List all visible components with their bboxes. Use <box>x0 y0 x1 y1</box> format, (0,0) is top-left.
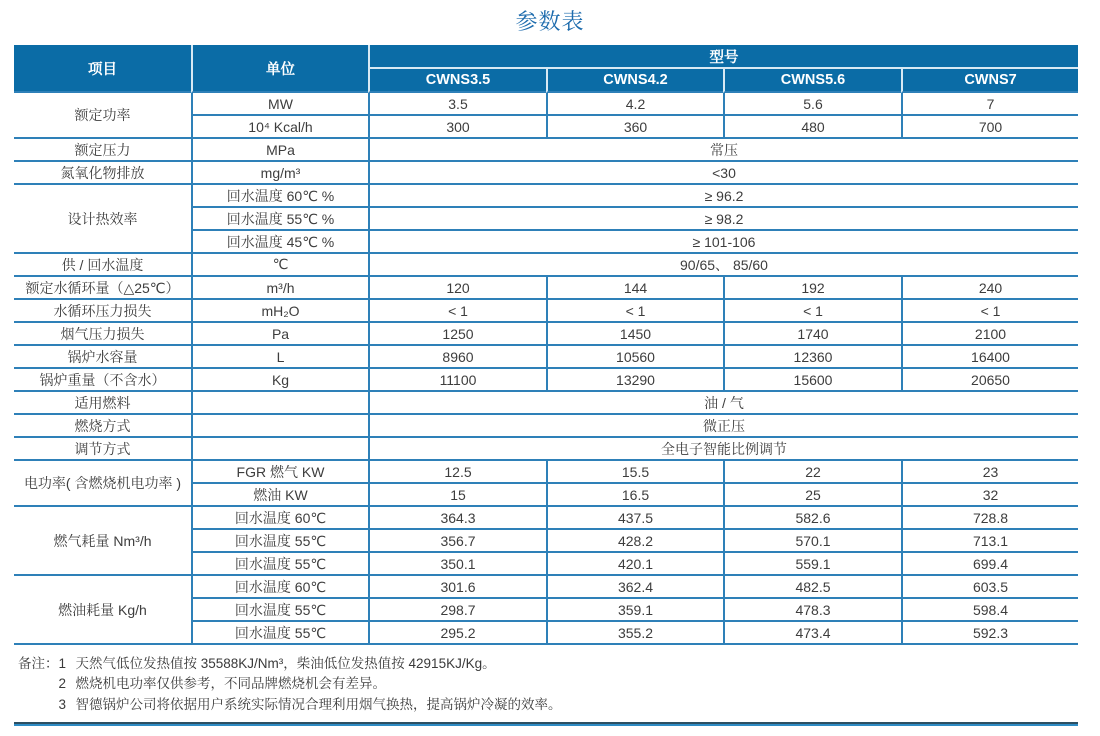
value-cell: 7 <box>901 93 1078 116</box>
span-value-cell: 微正压 <box>368 415 1078 438</box>
parameters-table-body <box>14 93 1078 645</box>
span-value-cell: 油 / 气 <box>368 392 1078 415</box>
header-item: 项目 <box>14 45 191 93</box>
value-cell: 4.2 <box>546 93 723 116</box>
note-line <box>59 654 562 674</box>
table-row <box>14 346 1078 369</box>
item-cell: 适用燃料 <box>14 392 191 415</box>
unit-cell <box>191 392 368 415</box>
table-row <box>14 461 1078 484</box>
value-cell: 1250 <box>368 323 546 346</box>
value-cell: 713.1 <box>901 530 1078 553</box>
item-cell: 调节方式 <box>14 438 191 461</box>
value-cell: 592.3 <box>901 622 1078 645</box>
item-cell: 额定压力 <box>14 139 191 162</box>
table-row <box>14 369 1078 392</box>
unit-cell: 回水温度 60℃ % <box>191 185 368 208</box>
table-row <box>14 323 1078 346</box>
unit-cell: Pa <box>191 323 368 346</box>
value-cell: 420.1 <box>546 553 723 576</box>
table-row <box>14 254 1078 277</box>
value-cell: 570.1 <box>723 530 901 553</box>
value-cell: 1740 <box>723 323 901 346</box>
span-value-cell: 常压 <box>368 139 1078 162</box>
value-cell: 699.4 <box>901 553 1078 576</box>
value-cell: 355.2 <box>546 622 723 645</box>
table-row <box>14 438 1078 461</box>
table-row <box>14 93 1078 116</box>
value-cell: 20650 <box>901 369 1078 392</box>
value-cell: 13290 <box>546 369 723 392</box>
value-cell: 356.7 <box>368 530 546 553</box>
value-cell: 22 <box>723 461 901 484</box>
notes-list <box>59 654 562 715</box>
item-cell: 锅炉水容量 <box>14 346 191 369</box>
value-cell: 10560 <box>546 346 723 369</box>
table-row <box>14 185 1078 208</box>
value-cell: < 1 <box>723 300 901 323</box>
table-row <box>14 139 1078 162</box>
unit-cell: Kg <box>191 369 368 392</box>
item-cell: 烟气压力损失 <box>14 323 191 346</box>
value-cell: 1450 <box>546 323 723 346</box>
note-text: 燃烧机电功率仅供参考，不同品牌燃烧机会有差异。 <box>75 676 386 692</box>
unit-cell: L <box>191 346 368 369</box>
value-cell: 300 <box>368 116 546 139</box>
span-value-cell: 全电子智能比例调节 <box>368 438 1078 461</box>
value-cell: < 1 <box>901 300 1078 323</box>
value-cell: 15 <box>368 484 546 507</box>
value-cell: 359.1 <box>546 599 723 622</box>
header-model-name: CWNS7 <box>901 69 1078 93</box>
value-cell: 240 <box>901 277 1078 300</box>
footer-rule-light <box>14 724 1078 726</box>
item-cell: 燃油耗量 Kg/h <box>14 576 191 645</box>
header-row-top <box>14 45 1078 69</box>
value-cell: 582.6 <box>723 507 901 530</box>
table-row <box>14 576 1078 599</box>
item-cell: 水循环压力损失 <box>14 300 191 323</box>
value-cell: 16.5 <box>546 484 723 507</box>
table-row <box>14 392 1078 415</box>
table-row <box>14 277 1078 300</box>
span-value-cell: ≥ 98.2 <box>368 208 1078 231</box>
unit-cell: 燃油 KW <box>191 484 368 507</box>
value-cell: 3.5 <box>368 93 546 116</box>
header-model-name: CWNS4.2 <box>546 69 723 93</box>
value-cell: 482.5 <box>723 576 901 599</box>
value-cell: 25 <box>723 484 901 507</box>
value-cell: 428.2 <box>546 530 723 553</box>
value-cell: 295.2 <box>368 622 546 645</box>
unit-cell: 回水温度 55℃ % <box>191 208 368 231</box>
value-cell: 362.4 <box>546 576 723 599</box>
table-row <box>14 300 1078 323</box>
unit-cell: 回水温度 55℃ <box>191 530 368 553</box>
unit-cell: 回水温度 55℃ <box>191 622 368 645</box>
span-value-cell: ≥ 101-106 <box>368 231 1078 254</box>
header-unit: 单位 <box>191 45 368 93</box>
span-value-cell: 90/65、 85/60 <box>368 254 1078 277</box>
value-cell: 350.1 <box>368 553 546 576</box>
value-cell: 298.7 <box>368 599 546 622</box>
footer-rule <box>14 722 1078 726</box>
item-cell: 额定水循环量（△25℃） <box>14 277 191 300</box>
unit-cell: mg/m³ <box>191 162 368 185</box>
unit-cell: MPa <box>191 139 368 162</box>
value-cell: 478.3 <box>723 599 901 622</box>
unit-cell: MW <box>191 93 368 116</box>
note-text: 天然气低位发热值按 35588KJ/Nm³，柴油低位发热值按 42915KJ/Kg。 <box>75 656 496 671</box>
value-cell: 473.4 <box>723 622 901 645</box>
span-value-cell: ≥ 96.2 <box>368 185 1078 208</box>
value-cell: 8960 <box>368 346 546 369</box>
unit-cell: 回水温度 60℃ <box>191 576 368 599</box>
header-model-name: CWNS3.5 <box>368 69 546 93</box>
value-cell: 192 <box>723 277 901 300</box>
unit-cell <box>191 415 368 438</box>
unit-cell: m³/h <box>191 277 368 300</box>
value-cell: 5.6 <box>723 93 901 116</box>
unit-cell: 回水温度 55℃ <box>191 599 368 622</box>
unit-cell: FGR 燃气 KW <box>191 461 368 484</box>
value-cell: 15.5 <box>546 461 723 484</box>
parameters-table <box>14 45 1078 645</box>
table-row <box>14 507 1078 530</box>
value-cell: 728.8 <box>901 507 1078 530</box>
value-cell: 144 <box>546 277 723 300</box>
value-cell: 603.5 <box>901 576 1078 599</box>
item-cell: 供 / 回水温度 <box>14 254 191 277</box>
unit-cell <box>191 438 368 461</box>
value-cell: 700 <box>901 116 1078 139</box>
item-cell: 燃烧方式 <box>14 415 191 438</box>
item-cell: 电功率( 含燃烧机电功率 ) <box>14 461 191 507</box>
note-number: 3 <box>58 696 67 712</box>
unit-cell: 回水温度 45℃ % <box>191 231 368 254</box>
item-cell: 氮氧化物排放 <box>14 162 191 185</box>
value-cell: < 1 <box>368 300 546 323</box>
note-text: 智德锅炉公司将依据用户系统实际情况合理利用烟气换热，提高锅炉冷凝的效率。 <box>75 696 562 712</box>
item-cell: 燃气耗量 Nm³/h <box>14 507 191 576</box>
unit-cell: 回水温度 60℃ <box>191 507 368 530</box>
value-cell: 480 <box>723 116 901 139</box>
value-cell: 120 <box>368 277 546 300</box>
value-cell: < 1 <box>546 300 723 323</box>
unit-cell: mH₂O <box>191 300 368 323</box>
notes <box>18 654 1100 715</box>
value-cell: 11100 <box>368 369 546 392</box>
table-row <box>14 415 1078 438</box>
value-cell: 360 <box>546 116 723 139</box>
span-value-cell: <30 <box>368 162 1078 185</box>
header-model-name: CWNS5.6 <box>723 69 901 93</box>
value-cell: 12.5 <box>368 461 546 484</box>
value-cell: 364.3 <box>368 507 546 530</box>
unit-cell: 回水温度 55℃ <box>191 553 368 576</box>
value-cell: 15600 <box>723 369 901 392</box>
unit-cell: ℃ <box>191 254 368 277</box>
notes-label: 备注： <box>18 656 59 671</box>
value-cell: 437.5 <box>546 507 723 530</box>
table-row <box>14 162 1078 185</box>
note-number: 2 <box>58 676 67 692</box>
note-line <box>59 674 562 694</box>
item-cell: 锅炉重量（不含水） <box>14 369 191 392</box>
item-cell: 额定功率 <box>14 93 191 139</box>
value-cell: 598.4 <box>901 599 1078 622</box>
header-model: 型号 <box>368 45 1078 69</box>
table-header <box>14 45 1078 93</box>
value-cell: 16400 <box>901 346 1078 369</box>
note-line <box>59 695 562 715</box>
value-cell: 559.1 <box>723 553 901 576</box>
value-cell: 301.6 <box>368 576 546 599</box>
note-number: 1 <box>58 656 67 671</box>
value-cell: 12360 <box>723 346 901 369</box>
value-cell: 2100 <box>901 323 1078 346</box>
page-title: 参数表 <box>515 9 585 34</box>
value-cell: 32 <box>901 484 1078 507</box>
item-cell: 设计热效率 <box>14 185 191 254</box>
unit-cell: 10⁴ Kcal/h <box>191 116 368 139</box>
value-cell: 23 <box>901 461 1078 484</box>
